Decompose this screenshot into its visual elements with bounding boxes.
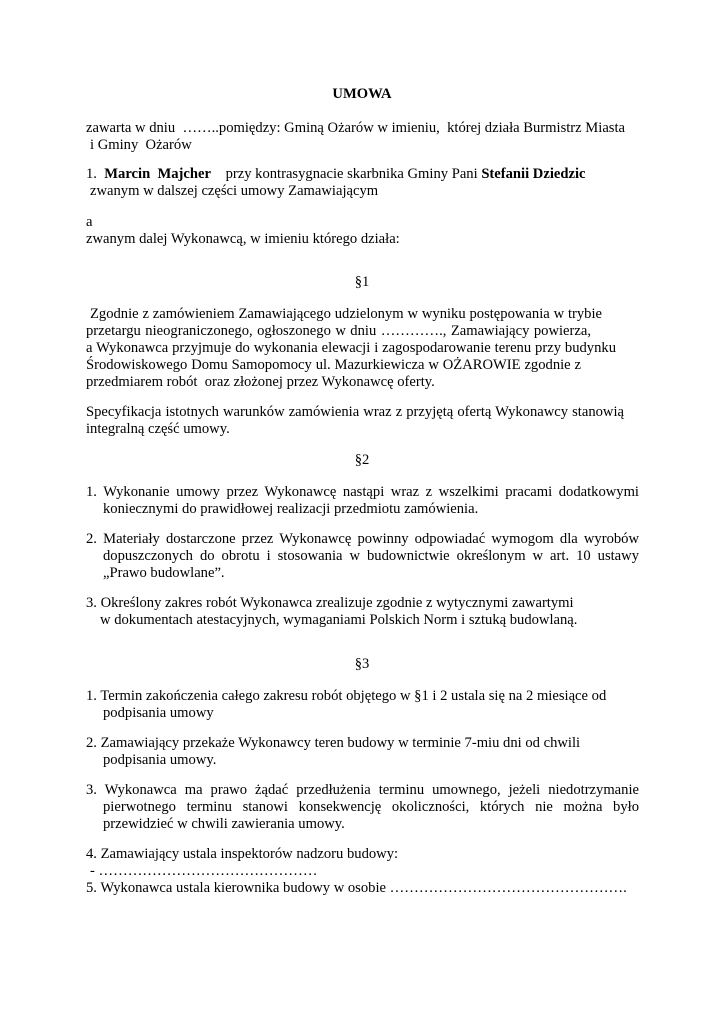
party-1-line bbox=[86, 166, 585, 183]
section-3-heading: §3 bbox=[354, 656, 370, 672]
section-3-item-5: 5. Wykonawca ustala kierownika budowy w osobie …………………………………………. bbox=[86, 880, 627, 896]
party-1-line-2: zwanym w dalszej części umowy Zamawiającym bbox=[90, 183, 379, 199]
item-line: 1. Wykonanie umowy przez Wykonawcę nastąpi wraz z wszelkimi pracami dodatkowymi bbox=[86, 484, 639, 500]
party-1-number: 1. bbox=[86, 166, 97, 182]
paragraph-line: przetargu nieograniczonego, ogłoszonego w dniu …………., Zamawiający powierza, bbox=[86, 323, 591, 339]
intro-line-2: i Gminy Ożarów bbox=[90, 137, 192, 153]
document-title: UMOWA bbox=[332, 86, 392, 102]
item-line: podpisania umowy. bbox=[103, 752, 217, 768]
paragraph-line: Specyfikacja istotnych warunków zamówienia wraz z przyjętą ofertą Wykonawcy stanowią bbox=[86, 404, 624, 420]
item-line: 4. Zamawiający ustala inspektorów nadzoru budowy: bbox=[86, 846, 399, 862]
item-line: 2. Materiały dostarczone przez Wykonawcę powinny odpowiadać wymogom dla wyrobów bbox=[86, 531, 639, 547]
item-line: koniecznymi do prawidłowej realizacji przedmiotu zamówienia. bbox=[103, 501, 479, 517]
intro-line-1: zawarta w dniu ……..pomiędzy: Gminą Ożarów w imieniu, której działa Burmistrz Miasta bbox=[86, 120, 626, 136]
item-line: dopuszczonych do obrotu i stosowania w budownictwie określonym w art. 10 ustawy bbox=[103, 548, 639, 564]
mayor-name: Marcin Majcher bbox=[104, 166, 211, 182]
paragraph-line: Środowiskowego Domu Samopomocy ul. Mazurkiewicza w OŻAROWIE zgodnie z bbox=[86, 357, 581, 373]
party-1-countersign: przy kontrasygnacie skarbnika Gminy Pani bbox=[225, 166, 478, 182]
conjunction: a bbox=[86, 214, 93, 230]
item-line: „Prawo budowlane”. bbox=[103, 565, 225, 581]
item-line: 1. Termin zakończenia całego zakresu robót objętego w §1 i 2 ustala się na 2 miesiące od bbox=[86, 688, 607, 704]
paragraph-line: integralną część umowy. bbox=[86, 421, 230, 437]
treasurer-name: Stefanii Dziedzic bbox=[481, 166, 586, 182]
section-1-heading: §1 bbox=[354, 274, 370, 290]
contractor-line: zwanym dalej Wykonawcą, w imieniu którego działa: bbox=[86, 231, 400, 247]
item-line: pierwotnego terminu stanowi konsekwencję okoliczności, których nie można było bbox=[103, 799, 639, 815]
paragraph-line: przedmiarem robót oraz złożonej przez Wykonawcę oferty. bbox=[86, 374, 435, 390]
paragraph-line: Zgodnie z zamówieniem Zamawiającego udzielonym w wyniku postępowania w trybie bbox=[90, 306, 602, 322]
paragraph-line: a Wykonawca przyjmuje do wykonania elewacji i zagospodarowanie terenu przy budynku bbox=[86, 340, 616, 356]
item-line: podpisania umowy bbox=[103, 705, 214, 721]
inspector-placeholder: - ……………………………………… bbox=[90, 863, 318, 879]
section-2-heading: §2 bbox=[354, 452, 370, 468]
item-line: przewidzieć w chwili zawierania umowy. bbox=[103, 816, 345, 832]
item-line: 3. Wykonawca ma prawo żądać przedłużenia terminu umownego, jeżeli niedotrzymanie bbox=[86, 782, 639, 798]
item-line: 3. Określony zakres robót Wykonawca zrealizuje zgodnie z wytycznymi zawartymi bbox=[86, 595, 574, 611]
item-line: 2. Zamawiający przekaże Wykonawcy teren budowy w terminie 7-miu dni od chwili bbox=[86, 735, 581, 751]
item-line: w dokumentach atestacyjnych, wymaganiami Polskich Norm i sztuką budowlaną. bbox=[100, 612, 578, 628]
